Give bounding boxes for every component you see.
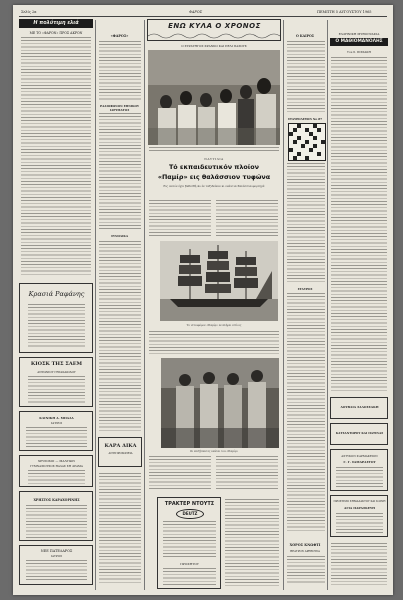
right-ad-1-title: ΔΟΥΒΛΙΑ ΣΑΛΟΣΣΑΚΗ xyxy=(340,405,379,409)
headline-deck: Εις αυτόν έχει βυθισθή 4ο έν ταξιδεύειν κι ενάντια θαλάσσια φορτηγά xyxy=(163,184,265,188)
jeweller-ad xyxy=(19,455,93,487)
clinic-ad-text xyxy=(26,427,87,449)
doctor-ad-name: ΧΡΗΣΤΟΣ ΚΑΡΑΧΟΡΙΝΗΣ xyxy=(33,498,80,502)
kara-dika-title: ΚΑΡΑ ΔΙΚΑ xyxy=(104,443,137,449)
wine-ad xyxy=(19,283,93,353)
right-ad-3 xyxy=(330,449,388,491)
header-rule xyxy=(19,16,387,17)
kiosk-ad-name: ΑΝΤΩΝΙΟΥ ΓΕΡΑΚΑΚΙΔΟΥ xyxy=(37,370,76,374)
right-ad-4 xyxy=(330,495,388,537)
kiosk-ad-title: ΚΙΟΣΚ ΤΗΣ ΣΑΕΜ xyxy=(30,361,83,367)
crowd-photo xyxy=(148,50,280,145)
tractor-ad-footer-text xyxy=(163,568,216,586)
article-text-middle xyxy=(149,331,279,355)
hotel-ad-title: ΝΕΕ ΠΑΤΕΛΑΡΟΣ xyxy=(40,549,73,553)
column-divider xyxy=(144,20,145,590)
crew-photo xyxy=(161,358,279,448)
col2-title: «ΦΑΡΟΣ» xyxy=(110,34,129,38)
ship-photo xyxy=(160,241,278,321)
right-ad-2 xyxy=(330,423,388,445)
weather-text xyxy=(287,41,325,113)
ship-photo-caption: Το ιστιοφόρον «Παμίρ» εν πλήρει ιστίοις xyxy=(186,324,242,327)
tractor-ad-footer: ΠΡΟΦΗΤΟΥ xyxy=(180,562,199,566)
newspaper-page xyxy=(13,5,393,595)
col2-text-bottom xyxy=(99,473,141,583)
kara-dika-ad xyxy=(98,437,142,467)
photo1-caption-text xyxy=(149,147,279,153)
right-ad-1 xyxy=(330,397,388,419)
column-divider xyxy=(95,20,96,590)
doctor-ad xyxy=(19,491,93,541)
crew-photo-image xyxy=(161,358,279,448)
right-ad-3-title: ΑΣΤΥΚΟΝ ΦΑΡΜΑΚΕΙΟΝ xyxy=(341,454,378,458)
center-banner-title: ΕΝΩ ΚΥΛΑ Ο ΧΡΟΝΟΣ xyxy=(168,22,261,30)
headline-line1: Τό εκπαιδευτικόν πλοίον xyxy=(168,163,260,171)
radio-heading: ΡΑΔΙΟΦΩΝΟΝ ΕΘΝΙΚΟΥ ΙΔΡΥΜΑΤΟΣ xyxy=(100,104,139,112)
crowd-photo-image xyxy=(148,50,280,145)
jeweller-ad-text xyxy=(28,470,85,485)
center-bottom-text xyxy=(225,499,279,587)
right-ad-4-title: ΠΡΟΣΤΙΜΟ ΣΗΜΑΔΑΚΤΟΥ ΚΑΙ ΚΛΙΝΗ xyxy=(333,500,386,503)
right-kicker: ΕΛΛΗΝΙΚΗ ΜΥΘΟΓΡΑΦΙΑ xyxy=(338,32,380,36)
article-text-bottom-right xyxy=(216,456,278,490)
col4-bottom-sub: ΘΕΑΤΡΟΝ ΑΡΕΘΟΥΣΑ xyxy=(290,550,320,553)
clinic-ad xyxy=(19,411,93,451)
tractor-ad xyxy=(157,497,221,589)
header-date: ΠΕΜΠΤΗ 5 ΑΥΓΟΥΣΤΟΥ 1965 xyxy=(317,10,372,14)
article-text-right xyxy=(216,200,278,238)
col4-vote-title: ΣΤΑΥΡΟΣ xyxy=(297,287,313,291)
headline-line2: «Παμίρ» εις θαλάσσιον τυφώνα xyxy=(157,173,271,181)
crossword-clues xyxy=(287,163,325,283)
doctor-ad-text xyxy=(26,505,87,538)
wine-ad-text xyxy=(28,304,85,348)
right-ad-3-text xyxy=(336,467,383,487)
article-text-left xyxy=(149,200,211,238)
col4-text xyxy=(287,293,325,533)
page-number: Σελίς 2α xyxy=(21,10,37,14)
ship-photo-image xyxy=(160,241,278,321)
crew-photo-caption: Οι επιζήσαντες ναύται του «Παμίρ» xyxy=(190,450,238,453)
left-banner: Η πολύτιμη ελιά xyxy=(19,19,93,28)
masthead-name: ΦΑΡΟΣ xyxy=(189,10,203,14)
left-subheading: ΜΕ ΤΟ «ΦΑΡΟΝ» ΠΡΟΣ ΑΚΡΟΝ xyxy=(29,31,83,35)
right-bottom-text xyxy=(331,543,387,585)
col4-bottom-text xyxy=(287,556,325,584)
clinic-ad-label: ΙΑΤΡΟΙ xyxy=(50,421,62,425)
right-article-text xyxy=(331,57,387,392)
jeweller-ad-title: ΧΡΥΣΟΧΟΙ — ΜΑΛΤΙΩΝ xyxy=(37,459,76,463)
weather-title: Ο ΚΑΙΡΟΣ xyxy=(295,34,315,38)
hotel-ad-sub: ΙΑΤΡΟΣ xyxy=(50,554,63,558)
column-divider xyxy=(327,20,328,590)
left-article-text xyxy=(21,37,91,277)
crossword-grid xyxy=(288,123,326,161)
hotel-ad xyxy=(19,545,93,585)
wine-ad-title: Κρασιά Ραφάνης xyxy=(28,290,85,298)
col2-text-top xyxy=(99,41,141,101)
right-author: Του Σ. ΠΙΣΣΑΚΗ xyxy=(347,50,371,54)
clinic-ad-name: ΚΛΙΝΙΚΗ Α. ΜΠΑΛΑ xyxy=(39,416,74,420)
program-text xyxy=(99,241,141,431)
jeweller-ad-sub: ΓΥΜΝΑΣΙΟΥΧΟΣ ΘΑΛΑΣ ΣΗ ΔΡΑΜΑ xyxy=(30,464,83,468)
column-divider xyxy=(283,20,284,590)
kara-dika-sub: ΑΝΤΙΠΡΟΣΩΠΕΙΑ xyxy=(108,452,133,455)
crossword-title: ΣΤΑΥΡΟΛΕΞΟΝ Νο 87 xyxy=(287,117,323,121)
radio-program-text xyxy=(99,113,141,231)
right-title: Ο ΜΑΘΙΟΜΑΝΟΛΗΣ xyxy=(330,38,388,46)
right-ad-4-text xyxy=(336,513,383,533)
hotel-ad-text xyxy=(26,560,87,582)
col4-bottom-title: ΧΟΡΟΣ ΚΝΩΦΤΙ xyxy=(289,543,321,547)
tractor-ad-title: ΤΡΑΚΤΕΡ ΝΤΟΥΤΣ xyxy=(164,501,215,507)
article-text-bottom-left xyxy=(149,456,211,490)
section-label: ΝΑΥΤΙΛΙΑ xyxy=(204,157,224,161)
tractor-ad-list xyxy=(163,521,216,559)
photo1-caption-top: Ο ΣΤΡΑΤΗΓΟΣ ΦΡΑΝΚΟ ΚΑΙ ΠΕΛΙ ΠΑΣΟΥΣ xyxy=(181,44,247,48)
kiosk-ad-text xyxy=(28,376,85,404)
right-ad-2-title: ΚΑΤΣΑΝΤΩΡΟΥ ΚΑΙ ΠΑΤΙΝΑΣ xyxy=(335,431,384,435)
center-banner xyxy=(147,19,281,41)
program-heading: ΣΥΝΟΛΙΚΑ xyxy=(110,234,129,238)
right-ad-4-name: ΑΓΙΑ ΠΑΡΑΣΚΕΥΗ xyxy=(344,506,375,510)
kiosk-ad xyxy=(19,357,93,407)
deutz-logo: DEUTZ xyxy=(176,509,204,519)
right-ad-3-name: Γ. Γ. ΣΑΜΑΡΑΣΤΟΥ xyxy=(343,460,376,464)
